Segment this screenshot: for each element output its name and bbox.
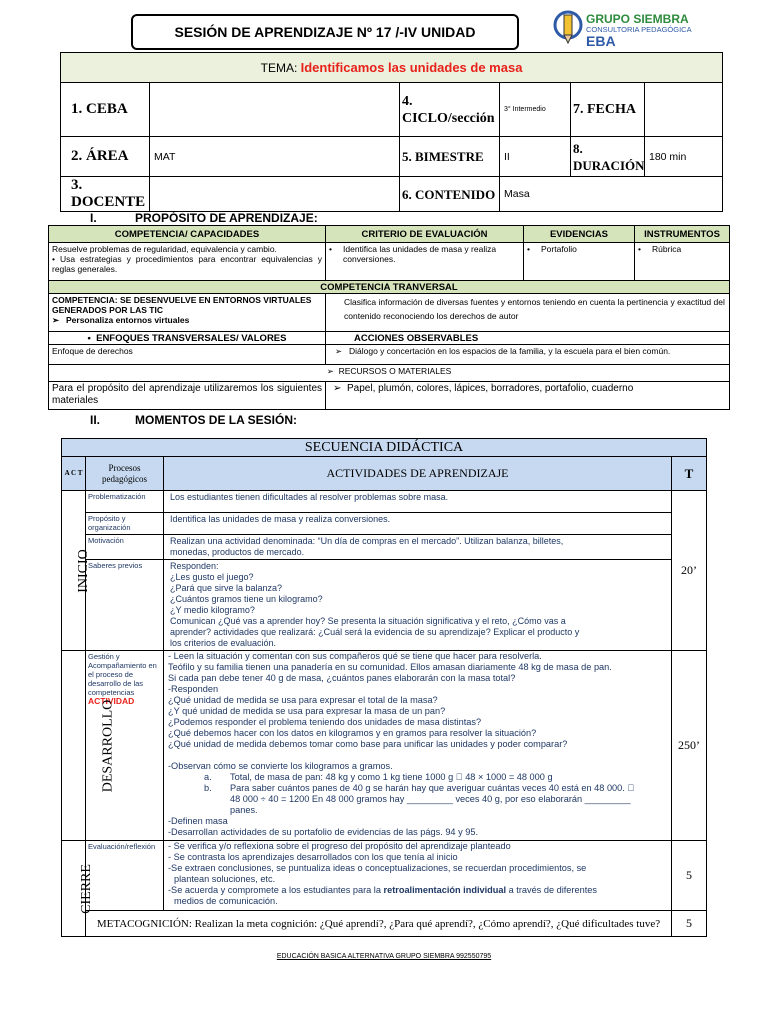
saberes-previos-proc: Saberes previos bbox=[86, 560, 164, 651]
tema-cell bbox=[61, 53, 723, 83]
recursos-header: RECURSOS O MATERIALES bbox=[338, 366, 452, 376]
section-2-heading bbox=[90, 413, 297, 427]
cierre-time: 5 bbox=[672, 841, 707, 911]
enfoque-value: Enfoque de derechos bbox=[49, 345, 326, 365]
tema-value: Identificamos las unidades de masa bbox=[300, 60, 523, 75]
logo-line-2: CONSULTORIA PEDAGÓGICA bbox=[586, 25, 692, 34]
evidencias-text: Portafolio bbox=[541, 244, 577, 254]
section-1-title: PROPÓSITO DE APRENDIZAJE: bbox=[135, 211, 318, 225]
recursos-right: Papel, plumón, colores, lápices, borradores, portafolio, cuaderno bbox=[347, 383, 634, 394]
ceba-label: 1. CEBA bbox=[61, 83, 150, 137]
duracion-label: 8. DURACIÓN bbox=[571, 137, 645, 177]
proposito-activity: Identifica las unidades de masa y realiza conversiones. bbox=[164, 513, 672, 535]
bimestre-label: 5. BIMESTRE bbox=[400, 137, 500, 177]
pencil-logo-icon bbox=[553, 10, 583, 46]
section-1-heading bbox=[90, 211, 318, 225]
criterio-text: Identifica las unidades de masa y realiza conversiones. bbox=[343, 244, 497, 264]
saberes-previos-activity: Responden: ¿Les gusto el juego? ¿Pará que sirve la balanza? ¿Cuántos gramos tiene un kilogramo? ¿Y medio kilogramo? Comunican ¿Qué vas a aprender hoy? Se presenta la situación significativa y el reto, ¿Cómo vas a aprender? actividades que realizará: ¿Cuál será la evidencia de su aprendizaje? Explicar el producto y los criterios de evaluación. bbox=[164, 560, 672, 651]
enfoques-header-cell: • ENFOQUES TRANSVERSALES/ VALORES bbox=[49, 332, 326, 345]
cierre-phase: CIERRE bbox=[62, 841, 86, 937]
docente-label: 3. DOCENTE bbox=[61, 177, 150, 212]
secuencia-title: SECUENCIA DIDÁCTICA bbox=[62, 439, 707, 457]
recursos-header-cell: ➢ RECURSOS O MATERIALES bbox=[49, 365, 730, 382]
area-label: 2. ÁREA bbox=[61, 137, 150, 177]
session-title: SESIÓN DE APRENDIZAJE Nº 17 /-IV UNIDAD bbox=[131, 14, 519, 50]
transversal-comp-cell: COMPETENCIA: SE DESENVUELVE EN ENTORNOS VIRTUALES GENERADOS POR LAS TIC ➢ Personaliza entornos virtuales bbox=[49, 294, 326, 332]
recursos-left: Para el propósito del aprendizaje utilizaremos los siguientes materiales bbox=[49, 382, 326, 410]
evaluacion-proc: Evaluación/reflexión bbox=[86, 841, 164, 911]
duracion-value: 180 min bbox=[645, 137, 723, 177]
desarrollo-phase: DESARROLLO bbox=[62, 651, 86, 841]
accion-cell: ➢ Diálogo y concertación en los espacios de la familia, y la escuela para el bien común. bbox=[326, 345, 730, 365]
tema-label: TEMA: bbox=[260, 61, 298, 75]
evidencias-cell: • Portafolio bbox=[524, 243, 635, 281]
accion-value: Diálogo y concertación en los espacios de la familia, y la escuela para el bien común. bbox=[349, 346, 671, 356]
competencia-cell bbox=[49, 243, 326, 281]
fecha-value bbox=[645, 83, 723, 137]
competencia-header: COMPETENCIA/ CAPACIDADES bbox=[49, 226, 326, 243]
area-value: MAT bbox=[150, 137, 400, 177]
section-1-number: I. bbox=[90, 211, 97, 225]
cierre-activity: - Se verifica y/o reflexiona sobre el progreso del propósito del aprendizaje planteado - Se contrasta los aprendizajes desarrollados con los que tenía al inicio -Se extraen conclusiones, se puntualiza ideas o conceptualizaciones, se recuerdan procedimientos, se plantean soluciones, etc. -Se acuerda y compromete a los estudiantes para la retroalimentación individual a través de diferentes medios de comunicación. bbox=[164, 841, 672, 911]
t-header: T bbox=[672, 457, 707, 491]
bimestre-value: II bbox=[500, 137, 571, 177]
inicio-time: 20’ bbox=[672, 491, 707, 651]
purpose-table bbox=[48, 225, 730, 410]
footer-text: EDUCACIÓN BASICA ALTERNATIVA GRUPO SIEMBRA 992550795 bbox=[276, 953, 492, 960]
evidencias-header: EVIDENCIAS bbox=[524, 226, 635, 243]
section-2-number: II. bbox=[90, 413, 101, 427]
actividades-header: ACTIVIDADES DE APRENDIZAJE bbox=[164, 457, 672, 491]
ciclo-value: 3° Intermedio bbox=[500, 83, 571, 137]
criterio-header: CRITERIO DE EVALUACIÓN bbox=[326, 226, 524, 243]
inicio-phase: INICIO bbox=[62, 491, 86, 651]
instrumentos-text: Rúbrica bbox=[652, 244, 682, 254]
instrumentos-cell: • Rúbrica bbox=[635, 243, 730, 281]
contenido-value: Masa bbox=[500, 177, 723, 212]
grupo-siembra-logo bbox=[553, 10, 713, 50]
recursos-right-cell: ➢ Papel, plumón, colores, lápices, borradores, portafolio, cuaderno bbox=[326, 382, 730, 410]
problematizacion-activity: Los estudiantes tienen dificultades al resolver problemas sobre masa. bbox=[164, 491, 672, 513]
fecha-label: 7. FECHA bbox=[571, 83, 645, 137]
capacidad-text: • Usa estrategias y procedimientos para encontrar equivalencias y reglas generales. bbox=[52, 254, 322, 274]
secuencia-table bbox=[61, 438, 707, 937]
acciones-header: ACCIONES OBSERVABLES bbox=[326, 332, 730, 345]
act-header: A C T bbox=[62, 457, 86, 491]
transversal-cap: Personaliza entornos virtuales bbox=[66, 315, 190, 325]
proposito-proc: Propósito y organización bbox=[86, 513, 164, 535]
actividad-highlight: ACTIVIDAD bbox=[88, 696, 135, 706]
metacognicion-time: 5 bbox=[672, 911, 707, 937]
docente-value bbox=[150, 177, 400, 212]
section-2-title: MOMENTOS DE LA SESIÓN: bbox=[135, 413, 298, 427]
instrumentos-header: INSTRUMENTOS bbox=[635, 226, 730, 243]
transversal-comp: COMPETENCIA: SE DESENVUELVE EN ENTORNOS VIRTUALES GENERADOS POR LAS TIC bbox=[52, 295, 312, 315]
motivacion-proc: Motivación bbox=[86, 535, 164, 560]
enfoques-header: ENFOQUES TRANSVERSALES/ VALORES bbox=[96, 332, 287, 344]
gestion-proc: Gestión y Acompañamiento en el proceso de desarrollo de las competencias ACTIVIDAD bbox=[86, 651, 164, 841]
retroalimentacion-highlight: retroalimentación individual bbox=[383, 885, 507, 895]
procesos-header: Procesos pedagógicos bbox=[86, 457, 164, 491]
transversal-desc: Clasifica información de diversas fuentes y entornos teniendo en cuenta la pertinencia y exactitud del contenido reconociendo los derechos de autor bbox=[326, 294, 730, 332]
competencia-text: Resuelve problemas de regularidad, equivalencia y cambio. bbox=[52, 244, 277, 254]
criterio-cell: • Identifica las unidades de masa y realiza conversiones. bbox=[326, 243, 524, 281]
motivacion-activity: Realizan una actividad denominada: “Un día de compras en el mercado”. Utilizan balanza, billetes, monedas, productos de mercado. bbox=[164, 535, 672, 560]
desarrollo-activity: - Leen la situación y comentan con sus compañeros qué se tiene que hacer para resolverla. Teófilo y su familia tienen una panadería en su comunidad. Ellos amasan diariamente 48 kg de masa de pan. Si cada pan debe tener 40 g de masa, ¿cuántos panes elaborarán con la masa total? -Responden ¿Qué unidad de medida se usa para expresar el total de la masa? ¿Y qué unidad de medida se usa para expresar la masa de un pan? ¿Podemos responder el problema teniendo dos unidades de masa distintas? ¿Qué debemos hacer con los datos en kilogramos y en gramos para resolver la situación? ¿Qué unidad de medida debemos tomar como base para unificar las unidades y poder comparar? -Observan cómo se convierte los kilogramos a gramos. a. Total, de masa de pan: 48 kg y como 1 kg tiene 1000 g ⃞ 48 × 1000 = 48 000 g b. Para saber cuántos panes de 40 g se harán hay que averiguar cuántas veces 40 está en 48 000. ⃞ 48 000 ÷ 40 = 1200 En 48 000 gramos hay _________ veces 40 g, por eso elaborarán _________ panes. -Definen masa -Desarrollan actividades de su portafolio de evidencias de las págs. 94 y 95. bbox=[164, 651, 672, 841]
session-info-table bbox=[60, 52, 723, 212]
metacognicion-text: METACOGNICIÓN: Realizan la meta cognición: ¿Qué aprendí?, ¿Para qué aprendí?, ¿Cómo aprendí?, ¿Qué dificultades tuve? bbox=[86, 911, 672, 937]
logo-line-1: GRUPO SIEMBRA bbox=[586, 12, 689, 26]
contenido-label: 6. CONTENIDO bbox=[400, 177, 500, 212]
problematizacion-proc: Problematización bbox=[86, 491, 164, 513]
desarrollo-time: 250’ bbox=[672, 651, 707, 841]
ceba-value bbox=[150, 83, 400, 137]
logo-line-3: EBA bbox=[586, 33, 616, 49]
transversal-header: COMPETENCIA TRANVERSAL bbox=[49, 281, 730, 294]
ciclo-label: 4. CICLO/sección bbox=[400, 83, 500, 137]
